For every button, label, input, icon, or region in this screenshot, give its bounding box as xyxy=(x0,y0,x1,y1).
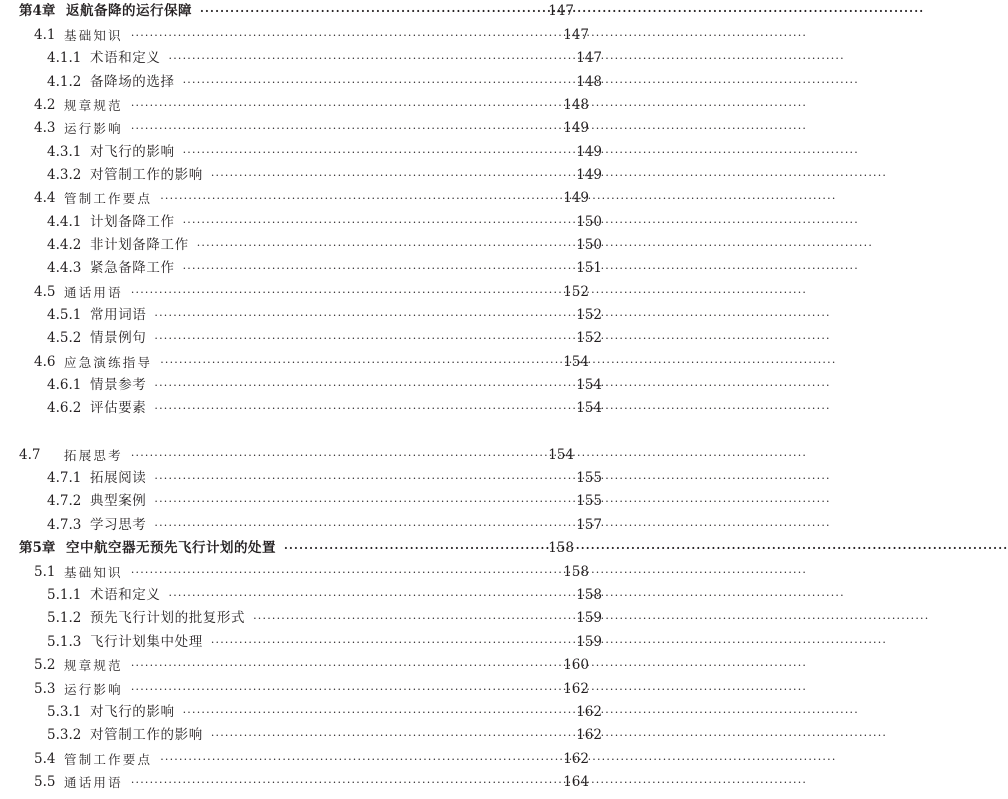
toc-entry-title: 空中航空器无预先飞行计划的处置 xyxy=(66,540,276,556)
dot-leader xyxy=(169,47,567,70)
toc-subsection-entry[interactable] xyxy=(0,467,627,490)
toc-entry-title: 规章规范 xyxy=(64,658,123,673)
dot-leader xyxy=(183,71,566,94)
toc-entry-number: 第5章 xyxy=(19,540,56,556)
dot-leader xyxy=(169,584,567,607)
toc-entry-number: 4.6.2 xyxy=(47,400,82,416)
dot-leader xyxy=(154,327,566,350)
dot-leader xyxy=(131,94,553,117)
toc-page-number: 160 xyxy=(563,657,589,673)
toc-entry-number: 5.1.1 xyxy=(47,587,82,603)
toc-section-entry[interactable] xyxy=(0,281,614,304)
toc-entry-title: 管制工作要点 xyxy=(64,191,153,206)
toc-entry-number: 4.7 xyxy=(19,447,41,463)
toc-page-number: 150 xyxy=(576,237,602,253)
toc-page-number: 152 xyxy=(563,284,589,300)
toc-subsection-entry[interactable] xyxy=(0,164,627,187)
toc-entry-number: 4.7.2 xyxy=(47,493,82,509)
toc-page-number: 158 xyxy=(563,564,589,580)
toc-entry-number: 4.6 xyxy=(34,354,56,370)
toc-entry-title: 预先飞行计划的批复形式 xyxy=(90,610,246,626)
dot-leader xyxy=(253,607,566,630)
toc-entry-number: 4.4.3 xyxy=(47,260,82,276)
toc-page-number: 149 xyxy=(576,144,602,160)
dot-leader xyxy=(211,724,566,747)
toc-page-number: 157 xyxy=(576,517,602,533)
toc-section-entry[interactable] xyxy=(0,351,614,374)
toc-entry-number: 4.3 xyxy=(34,120,56,136)
dot-leader xyxy=(154,304,566,327)
toc-entry-title: 基础知识 xyxy=(64,565,123,580)
toc-page-number: 152 xyxy=(576,330,602,346)
dot-leader xyxy=(183,211,566,234)
dot-leader xyxy=(160,351,553,374)
toc-entry-title: 应急演练指导 xyxy=(64,355,153,370)
toc-page-number: 150 xyxy=(576,214,602,230)
toc-entry-title: 返航备降的运行保障 xyxy=(66,3,192,19)
toc-section-entry[interactable] xyxy=(0,561,614,584)
toc-entry-title: 规章规范 xyxy=(64,98,123,113)
toc-subsection-entry[interactable] xyxy=(0,490,627,513)
toc-entry-number: 4.5.2 xyxy=(47,330,82,346)
dot-leader xyxy=(131,654,553,677)
toc-entry-title: 运行影响 xyxy=(64,682,123,697)
toc-entry-number: 4.7.3 xyxy=(47,517,82,533)
toc-entry-title: 对飞行的影响 xyxy=(90,704,175,720)
toc-entry-title: 术语和定义 xyxy=(90,50,161,66)
dot-leader xyxy=(154,514,566,537)
toc-entry-title: 管制工作要点 xyxy=(64,752,153,767)
dot-leader xyxy=(160,187,553,210)
toc-entry-number: 5.3.1 xyxy=(47,704,82,720)
toc-entry-title: 对飞行的影响 xyxy=(90,144,175,160)
toc-page-number: 147 xyxy=(576,50,602,66)
toc-subsection-entry[interactable] xyxy=(0,724,627,747)
toc-subsection-entry[interactable] xyxy=(0,234,627,257)
dot-leader xyxy=(183,701,566,724)
toc-entry-title: 备降场的选择 xyxy=(90,74,175,90)
toc-entry-title: 评估要素 xyxy=(90,400,147,416)
toc-chapter-entry[interactable] xyxy=(0,537,599,560)
toc-page-number: 162 xyxy=(563,681,589,697)
toc-page-number: 152 xyxy=(576,307,602,323)
toc-entry-number: 5.2 xyxy=(34,657,56,673)
toc-page-number: 149 xyxy=(563,120,589,136)
toc-entry-number: 4.6.1 xyxy=(47,377,82,393)
toc-entry-title: 拓展阅读 xyxy=(90,470,147,486)
toc-entry-title: 典型案例 xyxy=(90,493,147,509)
toc-entry-number: 5.3 xyxy=(34,681,56,697)
toc-entry-title: 术语和定义 xyxy=(90,587,161,603)
dot-leader xyxy=(154,490,566,513)
toc-subsection-entry[interactable] xyxy=(0,257,627,280)
toc-entry-number: 4.4.1 xyxy=(47,214,82,230)
toc-entry-title: 通话用语 xyxy=(64,285,123,300)
toc-section-entry[interactable] xyxy=(0,94,614,117)
dot-leader xyxy=(131,117,553,140)
toc-page-number: 159 xyxy=(576,610,602,626)
toc-entry-title: 基础知识 xyxy=(64,28,123,43)
toc-entry-title: 紧急备降工作 xyxy=(90,260,175,276)
dot-leader xyxy=(131,678,553,701)
toc-page-number: 148 xyxy=(576,74,602,90)
toc-entry-title: 对管制工作的影响 xyxy=(90,167,203,183)
dot-leader xyxy=(197,234,566,257)
toc-page-number: 149 xyxy=(563,190,589,206)
toc-section-entry[interactable] xyxy=(0,771,614,794)
toc-page-number: 148 xyxy=(563,97,589,113)
dot-leader xyxy=(154,467,566,490)
dot-leader xyxy=(131,281,553,304)
toc-entry-number: 4.1 xyxy=(34,27,56,43)
toc-entry-number: 4.3.2 xyxy=(47,167,82,183)
toc-entry-title: 对管制工作的影响 xyxy=(90,727,203,743)
toc-page-number: 162 xyxy=(576,727,602,743)
toc-entry-number: 5.4 xyxy=(34,751,56,767)
dot-leader xyxy=(131,771,553,794)
toc-section-entry[interactable] xyxy=(0,654,614,677)
dot-leader xyxy=(200,0,538,23)
toc-page-number: 164 xyxy=(563,774,589,790)
toc-entry-number: 4.7.1 xyxy=(47,470,82,486)
toc-subsection-entry[interactable] xyxy=(0,304,627,327)
toc-entry-title: 计划备降工作 xyxy=(90,214,175,230)
toc-subsection-entry[interactable] xyxy=(0,514,627,537)
toc-entry-title: 情景例句 xyxy=(90,330,147,346)
toc-section-entry[interactable] xyxy=(0,678,614,701)
toc-entry-number: 4.3.1 xyxy=(47,144,82,160)
dot-leader xyxy=(154,374,566,397)
toc-entry-number: 5.3.2 xyxy=(47,727,82,743)
toc-chapter-entry[interactable] xyxy=(0,0,599,23)
toc-section-entry[interactable] xyxy=(0,444,599,467)
toc-subsection-entry[interactable] xyxy=(0,47,627,70)
toc-page-number: 147 xyxy=(563,27,589,43)
dot-leader xyxy=(131,444,538,467)
toc-entry-title: 学习思考 xyxy=(90,517,147,533)
toc-page-number: 158 xyxy=(576,587,602,603)
toc-entry-number: 4.5 xyxy=(34,284,56,300)
toc-page-number: 162 xyxy=(563,751,589,767)
toc-entry-number: 4.1.1 xyxy=(47,50,82,66)
toc-entry-number: 5.5 xyxy=(34,774,56,790)
toc-entry-title: 运行影响 xyxy=(64,121,123,136)
dot-leader xyxy=(211,631,566,654)
toc-page-number: 159 xyxy=(576,634,602,650)
toc-entry-number: 5.1 xyxy=(34,564,56,580)
toc-subsection-entry[interactable] xyxy=(0,397,627,420)
toc-page-number: 155 xyxy=(576,493,602,509)
toc-entry-number: 4.1.2 xyxy=(47,74,82,90)
toc-section-entry[interactable] xyxy=(0,748,614,771)
toc-entry-number: 4.4.2 xyxy=(47,237,82,253)
toc-subsection-entry[interactable] xyxy=(0,71,627,94)
dot-leader xyxy=(183,141,566,164)
toc-subsection-entry[interactable] xyxy=(0,211,627,234)
toc-page-number: 158 xyxy=(548,540,574,556)
toc-entry-number: 4.5.1 xyxy=(47,307,82,323)
toc-subsection-entry[interactable] xyxy=(0,327,627,350)
dot-leader xyxy=(160,748,553,771)
toc-page-number: 154 xyxy=(548,447,574,463)
toc-page-number: 162 xyxy=(576,704,602,720)
toc-subsection-entry[interactable] xyxy=(0,584,627,607)
toc-entry-title: 通话用语 xyxy=(64,775,123,790)
toc-section-entry[interactable] xyxy=(0,117,614,140)
toc-subsection-entry[interactable] xyxy=(0,631,627,654)
toc-page-number: 154 xyxy=(576,377,602,393)
toc-page-number: 151 xyxy=(576,260,602,276)
dot-leader xyxy=(211,164,566,187)
toc-page-number: 147 xyxy=(548,3,574,19)
toc-page-number: 154 xyxy=(563,354,589,370)
toc-section-entry[interactable] xyxy=(0,187,614,210)
toc-entry-title: 非计划备降工作 xyxy=(90,237,189,253)
toc-subsection-entry[interactable] xyxy=(0,701,627,724)
toc-entry-number: 4.2 xyxy=(34,97,56,113)
toc-entry-title: 拓展思考 xyxy=(64,448,123,463)
toc-entry-title: 常用词语 xyxy=(90,307,147,323)
toc-entry-title: 情景参考 xyxy=(90,377,147,393)
dot-leader xyxy=(154,397,566,420)
toc-subsection-entry[interactable] xyxy=(0,607,627,630)
toc-page-number: 155 xyxy=(576,470,602,486)
toc-section-entry[interactable] xyxy=(0,24,614,47)
toc-subsection-entry[interactable] xyxy=(0,141,627,164)
toc-page-number: 149 xyxy=(576,167,602,183)
dot-leader xyxy=(131,24,553,47)
dot-leader xyxy=(183,257,566,280)
toc-entry-number: 4.4 xyxy=(34,190,56,206)
dot-leader xyxy=(131,561,553,584)
dot-leader xyxy=(284,537,538,560)
toc-entry-number: 第4章 xyxy=(19,3,56,19)
toc-subsection-entry[interactable] xyxy=(0,374,627,397)
toc-entry-number: 5.1.3 xyxy=(47,634,82,650)
toc-entry-title: 飞行计划集中处理 xyxy=(90,634,203,650)
toc-entry-number: 5.1.2 xyxy=(47,610,82,626)
toc-page-number: 154 xyxy=(576,400,602,416)
